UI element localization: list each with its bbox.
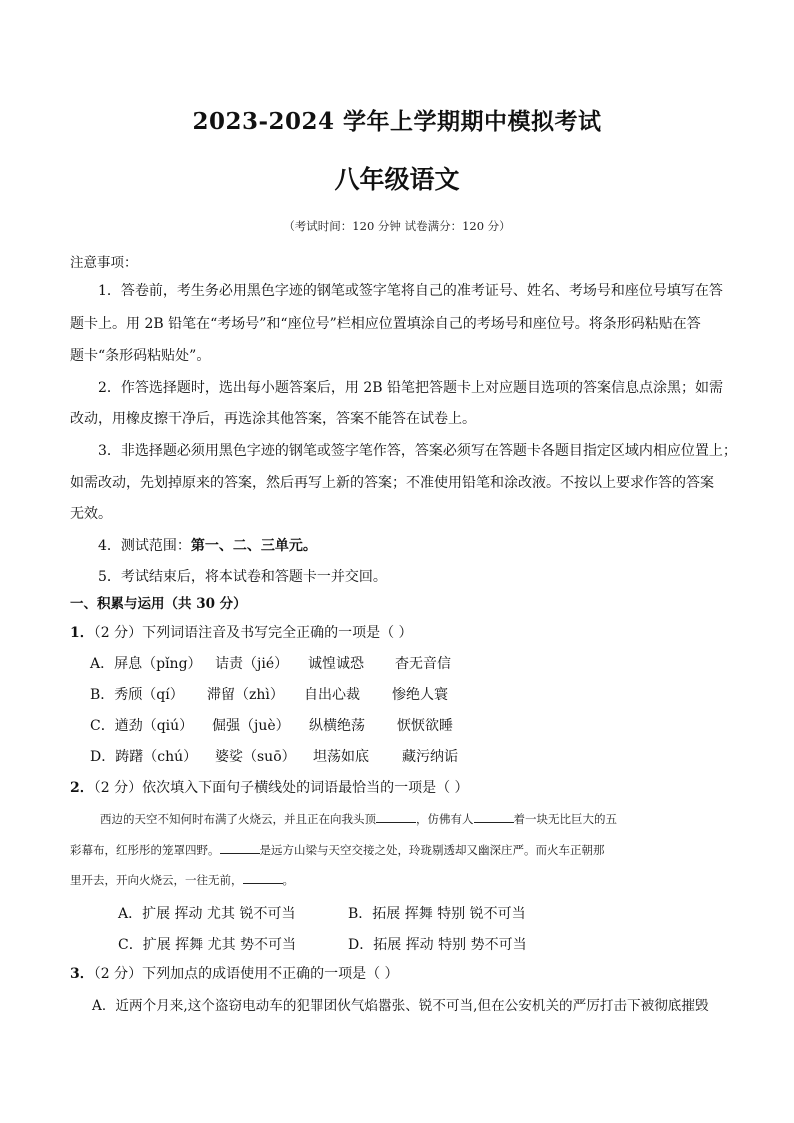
- q2-option-b: B．拓展 挥舞 特别 锐不可当: [348, 906, 526, 922]
- notice-item-4-prefix: 4．测试范围：: [98, 538, 191, 554]
- q2-passage-segment: 。: [282, 873, 294, 887]
- q2-blank-4: [243, 871, 283, 884]
- q1-option-d-word-3: 坦荡如底: [313, 749, 369, 765]
- notice-item-4: [98, 535, 317, 555]
- q2-passage-segment: ，仿佛有人: [416, 812, 474, 826]
- q1-option-c-word-1: C．遒劲（qiú）: [90, 718, 194, 734]
- notice-item-3-line-1: 3．非选择题必须用黑色字迹的钢笔或签字笔作答，答案必须写在答题卡各题目指定区域内相应位置上；: [98, 443, 737, 459]
- question-3-number: 3．: [70, 966, 94, 982]
- q2-blank-1: [376, 810, 416, 823]
- exam-info: （考试时间：120 分钟 试卷满分：120 分）: [283, 219, 511, 233]
- q1-option-b-word-1: B．秀颀（qí）: [90, 687, 184, 703]
- q2-option-d: D．拓展 挥动 特别 势不可当: [348, 937, 527, 953]
- q2-passage-line-3: [70, 871, 294, 888]
- q1-option-a-word-3: 诚惶诚恐: [308, 656, 364, 672]
- q2-passage-line-1: [100, 810, 617, 827]
- q2-option-c: C．扩展 挥舞 尤其 势不可当: [118, 937, 297, 953]
- q1-option-b-word-2: 滞留（zhì）: [207, 687, 284, 703]
- notice-item-2-line-2: 改动，用橡皮擦干净后，再选涂其他答案，答案不能答在试卷上。: [70, 411, 476, 427]
- notice-item-3-line-3: 无效。: [70, 506, 112, 522]
- question-2: [70, 777, 469, 797]
- q1-option-c-word-3: 纵横绝荡: [309, 718, 365, 734]
- notice-item-1-line-3: 题卡“条形码粘贴处”。: [70, 348, 211, 364]
- exam-subject: 八年级语文: [334, 165, 460, 194]
- q2-passage-segment: 西边的天空不知何时布满了火烧云，并且正在向我头顶: [100, 812, 376, 826]
- q2-passage-segment: 彩幕布，红彤彤的笼罩四野。: [70, 843, 220, 857]
- q1-option-a-word-4: 杳无音信: [395, 656, 451, 672]
- q1-option-d-word-4: 藏污纳诟: [402, 749, 458, 765]
- q2-blank-2: [474, 810, 514, 823]
- q2-passage-line-2: [70, 841, 605, 858]
- q1-option-d-word-1: D．踌躇（chú）: [90, 749, 198, 765]
- q2-passage-segment: 是远方山梁与天空交接之处，玲珑剔透却又幽深庄严。而火车正朝那: [259, 843, 605, 857]
- q2-option-a: A．扩展 挥动 尤其 锐不可当: [118, 906, 296, 922]
- notice-item-1-line-1: 1．答卷前，考生务必用黑色字迹的钢笔或签字笔将自己的准考证号、姓名、考场号和座位号填写在答: [98, 283, 723, 299]
- q2-blank-3: [220, 841, 260, 854]
- notice-item-3-line-2: 如需改动，先划掉原来的答案，然后再写上新的答案；不准使用铅笔和涂改液。不按以上要求作答的答案: [70, 475, 714, 491]
- q1-option-b-word-3: 自出心裁: [304, 687, 360, 703]
- q1-option-a-word-2: 诘责（jié）: [215, 656, 289, 672]
- q2-passage-segment: 里开去，开向火烧云，一往无前，: [70, 873, 243, 887]
- notice-item-1-line-2: 题卡上。用 2B 铅笔在“考场号”和“座位号”栏相应位置填涂自己的考场号和座位号。将条形码粘贴在答: [70, 316, 701, 332]
- q2-passage-segment: 着一块无比巨大的五: [513, 812, 617, 826]
- notice-heading: 注意事项：: [70, 255, 138, 271]
- question-1-number: 1．: [70, 625, 94, 641]
- q3-option-a: A．近两个月来,这个盗窃电动车的犯罪团伙气焰嚣张、锐不可当,但在公安机关的严厉打击下被彻底摧毁: [92, 998, 709, 1014]
- question-3: [70, 963, 399, 983]
- q1-option-c-word-4: 恹恹欲睡: [397, 718, 453, 734]
- notice-item-4-scope: 第一、二、三单元。: [190, 538, 317, 554]
- notice-item-5: 5．考试结束后，将本试卷和答题卡一并交回。: [98, 569, 387, 585]
- question-1: [70, 622, 413, 642]
- exam-title: 2023-2024 学年上学期期中模拟考试: [192, 108, 602, 135]
- q1-option-b-word-4: 惨绝人寰: [392, 687, 448, 703]
- question-1-stem: （2 分）下列词语注音及书写完全正确的一项是（ ）: [93, 625, 413, 641]
- q1-option-c-word-2: 倔强（juè）: [212, 718, 290, 734]
- q1-option-d-word-2: 婆娑（suō）: [215, 749, 296, 765]
- question-3-stem: （2 分）下列加点的成语使用不正确的一项是（ ）: [93, 966, 399, 982]
- q1-option-a-word-1: A．屏息（pǐng）: [90, 656, 202, 672]
- section-1-heading: 一、积累与运用（共 30 分）: [70, 596, 247, 612]
- notice-item-2-line-1: 2．作答选择题时，选出每小题答案后，用 2B 铅笔把答题卡上对应题目选项的答案信息点涂黑；如需: [98, 380, 724, 396]
- question-2-number: 2．: [70, 780, 94, 796]
- question-2-stem: （2 分）依次填入下面句子横线处的词语最恰当的一项是（ ）: [93, 780, 469, 796]
